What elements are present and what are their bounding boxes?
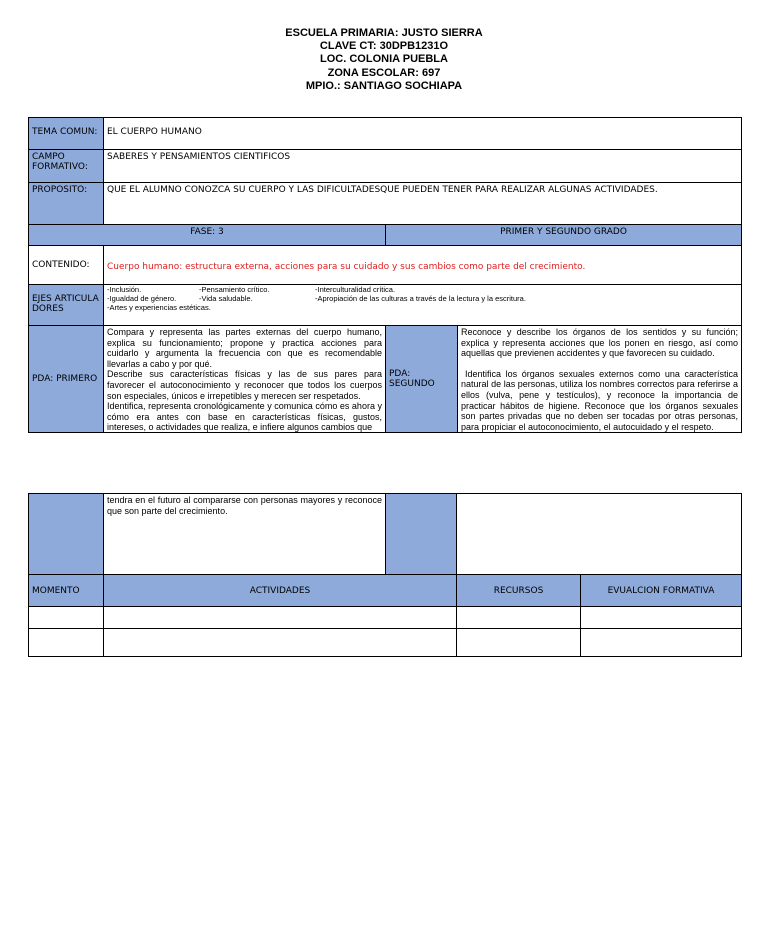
pda1-label: PDA: PRIMERO [28,325,104,433]
table-cell[interactable] [580,606,742,629]
pda2-text [457,325,742,433]
pda1-continuation: tendra en el futuro al compararse con personas mayores y reconoce que son parte del crecimiento. [103,493,386,575]
pda1-p1: Compara y representa las partes externas del cuerpo humano, explica su funcionamiento; propone y practica acciones para cuidarlo y argumenta la frecuencia con que es recomendable llevarlas a cabo y por qué. [107,327,382,369]
proposito-label: PROPOSITO: [28,182,104,225]
pda1-p3: Identifica, representa cronológicamente y comunica cómo es ahora y cómo era antes con base en características físicas, gustos, intereses, o actividades que realiza, e infiere algunos cambios que [107,401,382,433]
contenido-value: Cuerpo humano: estructura externa, acciones para su cuidado y sus cambios como parte del crecimiento. [103,245,742,285]
eje-item: -Inclusión. [107,285,142,294]
location: LOC. COLONIA PUEBLA [320,53,448,66]
cont-label-cell-2 [385,493,457,575]
contenido-label: CONTENIDO: [28,245,104,285]
header-actividades: ACTIVIDADES [103,574,457,607]
cont-label-cell [28,493,104,575]
header-recursos: RECURSOS [456,574,581,607]
school-header [0,27,768,93]
table-cell[interactable] [103,628,457,657]
tema-label: TEMA COMUN: [28,117,104,150]
pda2-label: PDA: SEGUNDO [385,325,458,433]
municipality: MPIO.: SANTIAGO SOCHIAPA [305,79,463,92]
campo-value: SABERES Y PENSAMIENTOS CIENTIFICOS [103,149,742,183]
table-cell[interactable] [28,606,104,629]
school-key: CLAVE CT: 30DPB1231O [319,40,449,53]
header-evaluacion: EVUALCION FORMATIVA [580,574,742,607]
table-cell[interactable] [456,606,581,629]
school-name: ESCUELA PRIMARIA: JUSTO SIERRA [285,27,483,39]
cont-empty-cell [456,493,742,575]
table-cell[interactable] [580,628,742,657]
table-cell[interactable] [456,628,581,657]
pda1-p2: Describe sus características físicas y las de sus pares para favorecer el autoconocimiento y reconocer que todos los cuerpos son especiales, únicos e irrepetibles y merecen ser respetados. [107,369,382,401]
grado: PRIMER Y SEGUNDO GRADO [385,224,742,246]
eje-item: -Igualdad de género. [107,294,177,303]
campo-label: CAMPO FORMATIVO: [28,149,104,183]
table-cell[interactable] [103,606,457,629]
eje-item: -Pensamiento crítico. [199,285,270,294]
pda1-text [103,325,386,433]
proposito-value: QUE EL ALUMNO CONOZCA SU CUERPO Y LAS DIFICULTADESQUE PUEDEN TENER PARA REALIZAR ALGUNAS ACTIVIDADES. [103,182,742,225]
pda2-p1: Reconoce y describe los órganos de los sentidos y su función; explica y representa acciones que los ponen en riesgo, así como aquellas que previenen accidentes y que favorecen su cuidado. [461,327,738,359]
pda2-p2: Identifica los órganos sexuales externos como una característica natural de las personas, utiliza los nombres correctos para referirse a ellos (vulva, pene y testículos), y reconoce la importancia de practicar hábitos de higiene. Reconoce que los órganos sexuales son partes privadas que no deben ser tocadas por otras personas, para propiciar el autoconocimiento, el autocuidado y el respeto. [461,368,738,432]
eje-item: -Apropiación de las culturas a través de la lectura y la escritura. [315,294,526,303]
eje-item: -Interculturalidad crítica. [315,285,396,294]
school-zone: ZONA ESCOLAR: 697 [327,66,441,79]
tema-value: EL CUERPO HUMANO [103,117,742,150]
eje-item: -Artes y experiencias estéticas. [107,303,211,312]
eje-item: -Vida saludable. [199,294,253,303]
fase: FASE: 3 [28,224,386,246]
ejes-list [103,284,742,326]
ejes-label: EJES ARTICULADORES [28,284,104,326]
header-momento: MOMENTO [28,574,104,607]
table-cell[interactable] [28,628,104,657]
